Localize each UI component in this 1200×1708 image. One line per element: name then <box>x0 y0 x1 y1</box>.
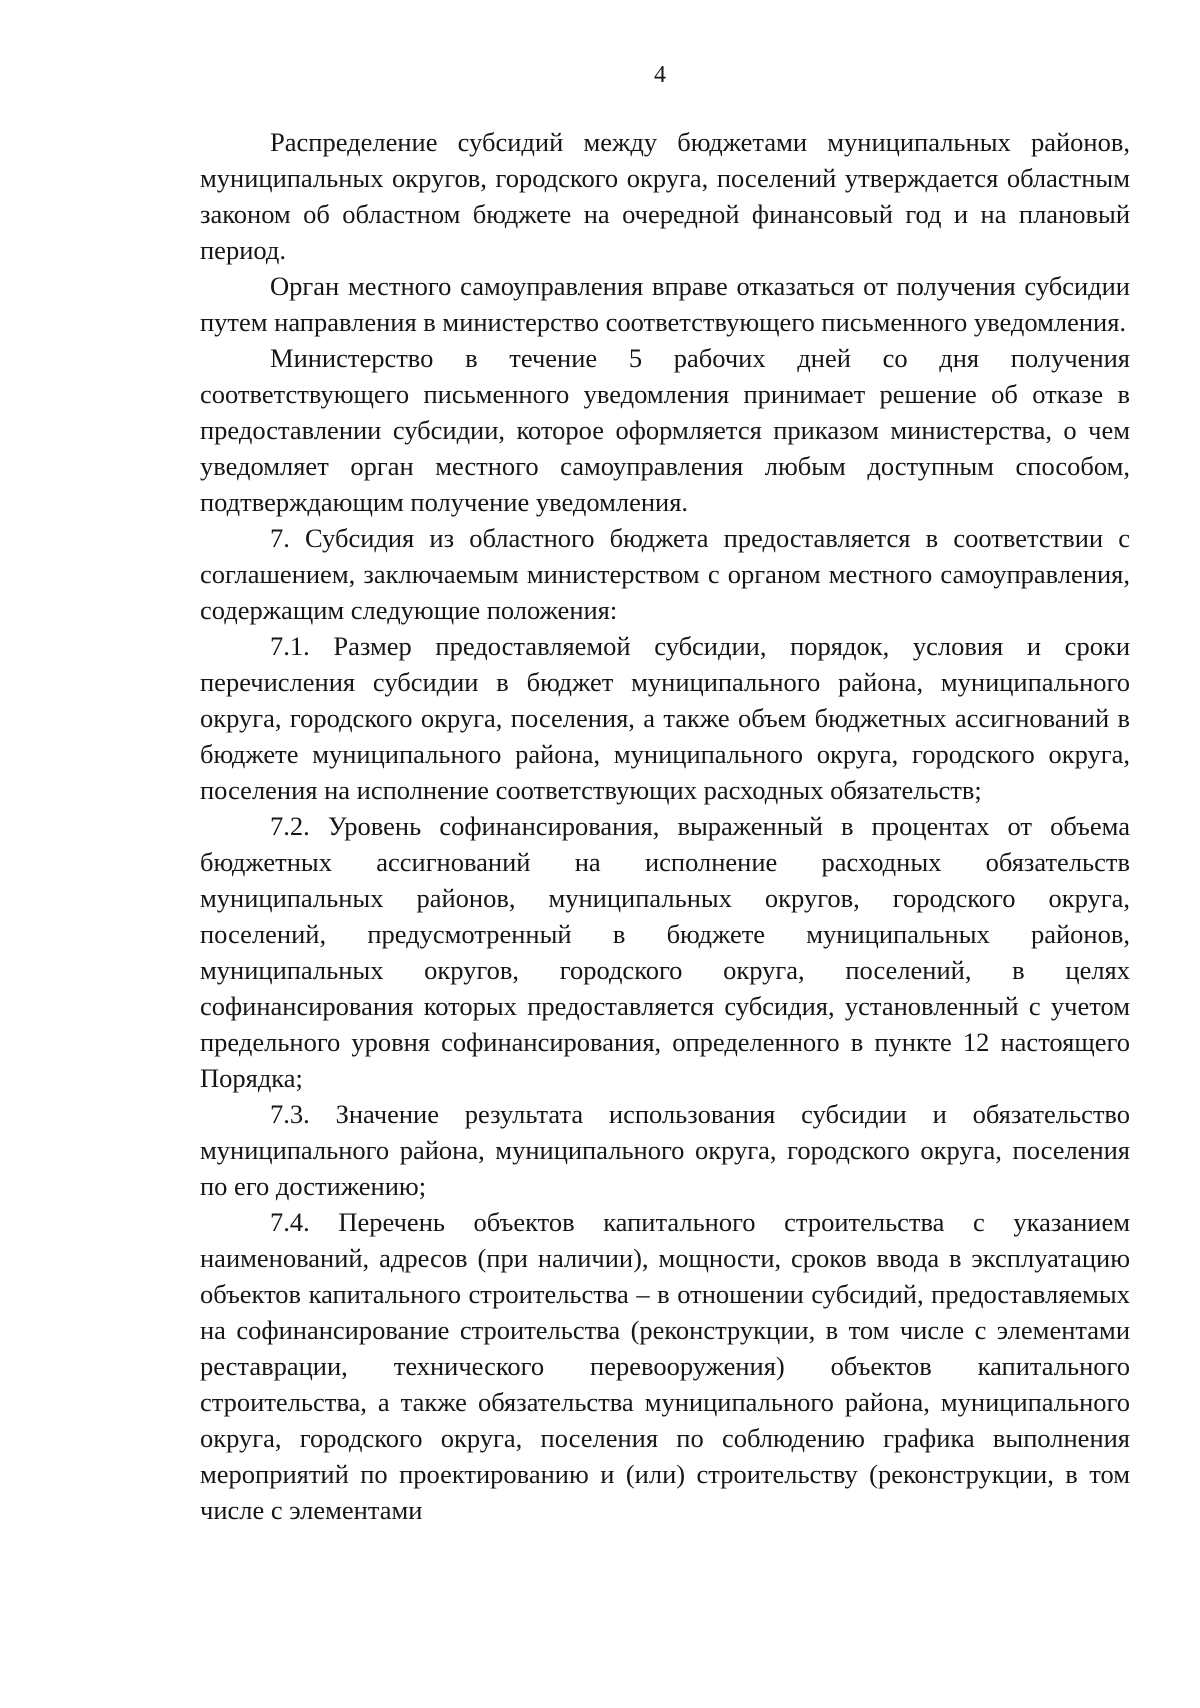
paragraph-refusal-right: Орган местного самоуправления вправе отказаться от получения субсидии путем направления в министерство соответствующего письменного уведомления. <box>200 271 1130 337</box>
paragraph-clause-7-2: 7.2. Уровень софинансирования, выраженный в процентах от объема бюджетных ассигнований на исполнение расходных обязательств муниципальных районов, муниципальных округов, городского округа, поселений, предусмотренный в бюджете муниципальных районов, муниципальных округов, городского округа, поселений, в целях софинансирования которых предоставляется субсидия, установленный с учетом предельного уровня софинансирования, определенного в пункте 12 настоящего Порядка; <box>200 811 1130 1093</box>
paragraph-subsidy-distribution: Распределение субсидий между бюджетами муниципальных районов, муниципальных округов, городского округа, поселений утверждается областным законом об областном бюджете на очередной финансовый год и на плановый период. <box>200 127 1130 265</box>
paragraph-clause-7: 7. Субсидия из областного бюджета предоставляется в соответствии с соглашением, заключаемым министерством с органом местного самоуправления, содержащим следующие положения: <box>200 523 1130 625</box>
paragraph-ministry-decision: Министерство в течение 5 рабочих дней со дня получения соответствующего письменного уведомления принимает решение об отказе в предоставлении субсидии, которое оформляется приказом министерства, о чем уведомляет орган местного самоуправления любым доступным способом, подтверждающим получение уведомления. <box>200 343 1130 517</box>
paragraph-clause-7-3: 7.3. Значение результата использования субсидии и обязательство муниципального района, муниципального округа, городского округа, поселения по его достижению; <box>200 1099 1130 1201</box>
paragraph-clause-7-4: 7.4. Перечень объектов капитального строительства с указанием наименований, адресов (при наличии), мощности, сроков ввода в эксплуатацию объектов капитального строительства – в отношении субсидий, предоставляемых на софинансирование строительства (реконструкции, в том числе с элементами реставрации, технического перевооружения) объектов капитального строительства, а также обязательства муниципального района, муниципального округа, городского округа, поселения по соблюдению графика выполнения мероприятий по проектированию и (или) строительству (реконструкции, в том числе с элементами <box>200 1207 1130 1525</box>
page-number: 4 <box>654 62 666 88</box>
paragraph-clause-7-1: 7.1. Размер предоставляемой субсидии, порядок, условия и сроки перечисления субсидии в бюджет муниципального района, муниципального округа, городского округа, поселения, а также объем бюджетных ассигнований в бюджете муниципального района, муниципального округа, городского округа, поселения на исполнение соответствующих расходных обязательств; <box>200 631 1130 805</box>
document-body <box>200 124 1130 1528</box>
